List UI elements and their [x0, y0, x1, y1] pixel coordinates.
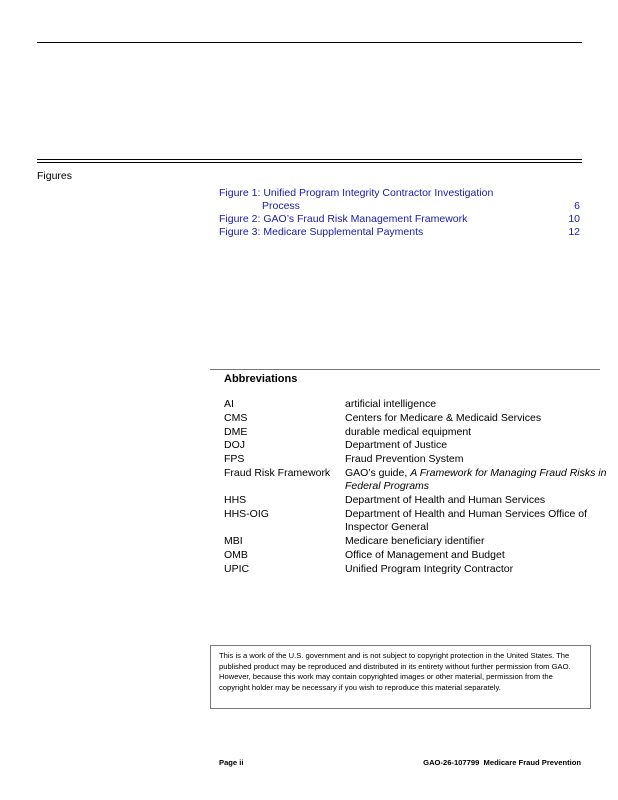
figure-3-link[interactable]: Figure 3: Medicare Supplemental Payments [219, 226, 424, 238]
figures-heading: Figures [37, 170, 73, 182]
abbr-term: CMS [224, 412, 248, 424]
abbr-definition: Office of Management and Budget [345, 549, 505, 561]
figure-1-page[interactable]: 6 [574, 200, 580, 212]
abbr-definition-title: A Framework for Managing Fraud Risks in Federal Programs [345, 467, 607, 492]
abbr-definition: durable medical equipment [345, 426, 472, 438]
abbr-term: OMB [224, 549, 248, 561]
abbr-definition: Department of Health and Human Services Office of Inspector General [345, 508, 588, 533]
figures-rule-lower [37, 162, 582, 163]
abbreviations-rule [210, 369, 600, 370]
top-rule [37, 42, 582, 43]
figure-3-page[interactable]: 12 [568, 226, 580, 238]
figure-1-label: Figure 1: Unified Program Integrity Contractor Investigation [219, 187, 494, 199]
abbr-term: DME [224, 426, 248, 438]
figure-1-link[interactable] [219, 187, 549, 213]
footer-page-number: Page ii [219, 758, 244, 767]
abbr-definition: Department of Justice [345, 439, 448, 451]
abbr-definition: Medicare beneficiary identifier [345, 535, 485, 547]
abbr-term: HHS [224, 494, 247, 506]
abbr-definition [345, 467, 607, 493]
abbr-definition-prefix: GAO’s guide, [345, 467, 411, 479]
figure-2-link[interactable]: Figure 2: GAO’s Fraud Risk Management Framework [219, 213, 468, 225]
figure-2-page[interactable]: 10 [568, 213, 580, 225]
abbr-term: Fraud Risk Framework [224, 467, 331, 479]
figure-1-label-cont: Process [262, 200, 300, 212]
abbr-definition: artificial intelligence [345, 398, 437, 410]
abbr-term: FPS [224, 453, 245, 465]
abbr-term: HHS-OIG [224, 508, 269, 520]
abbr-term: MBI [224, 535, 243, 547]
abbreviations-heading: Abbreviations [224, 373, 298, 385]
abbr-definition: Fraud Prevention System [345, 453, 464, 465]
abbr-definition: Unified Program Integrity Contractor [345, 563, 514, 575]
abbr-term: UPIC [224, 563, 250, 575]
footer-report-id: GAO-26-107799 Medicare Fraud Prevention [423, 758, 581, 767]
abbr-definition: Department of Health and Human Services [345, 494, 546, 506]
abbr-definition: Centers for Medicare & Medicaid Services [345, 412, 542, 424]
abbr-term: AI [224, 398, 234, 410]
abbr-term: DOJ [224, 439, 245, 451]
figures-rule-upper [37, 159, 582, 160]
copyright-notice: This is a work of the U.S. government and is not subject to copyright protection in the United States. The published product may be reproduced and distributed in its entirety without further permission from GAO. However, because this work may contain copyrighted images or other material, permission from the copyright holder may be necessary if you wish to reproduce this material separately. [210, 645, 591, 709]
